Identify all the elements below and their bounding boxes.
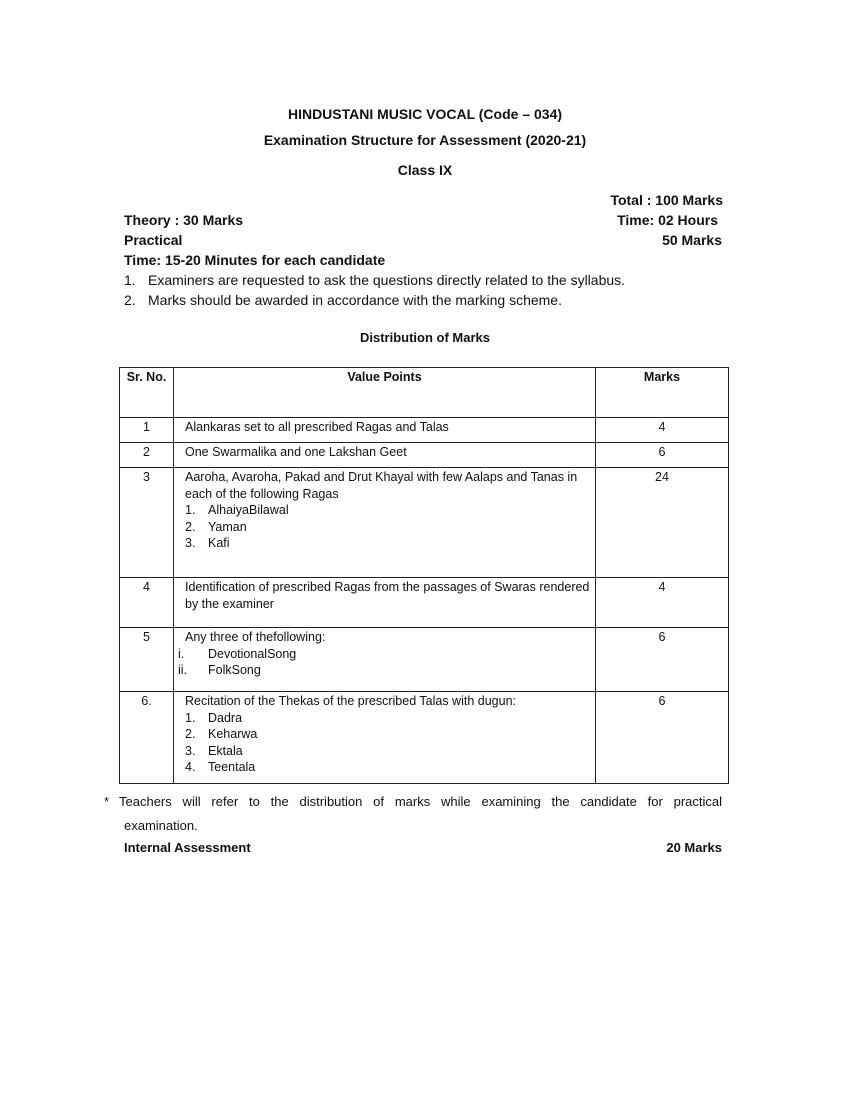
item-text: Dadra <box>208 710 243 725</box>
table-row <box>120 628 729 692</box>
row-sr: 2 <box>120 443 174 468</box>
footnote-line: Teachers will refer to the distribution of marks while examining the candidate for practical <box>119 794 722 809</box>
tala-item <box>185 710 591 727</box>
tala-item <box>185 726 591 743</box>
footnote-line: examination. <box>124 818 198 833</box>
item-number: 4. <box>185 760 196 774</box>
instruction-text: Marks should be awarded in accordance with the marking scheme. <box>148 292 562 308</box>
table-row <box>120 692 729 784</box>
row-value-point <box>174 692 596 784</box>
column-header-marks: Marks <box>596 368 729 418</box>
row-marks: 4 <box>596 578 729 628</box>
item-text: Yaman <box>208 519 247 534</box>
row-sr: 6. <box>120 692 174 784</box>
item-number: 3. <box>185 536 196 550</box>
practical-label: Practical <box>124 232 183 248</box>
total-row <box>124 192 722 212</box>
table-row <box>120 468 729 578</box>
item-number: 2. <box>185 727 196 741</box>
tala-item <box>185 759 591 776</box>
tala-item <box>185 743 591 760</box>
practical-time-row <box>124 252 722 272</box>
item-number: ii. <box>178 663 188 677</box>
raga-item <box>185 502 591 519</box>
table-row <box>120 443 729 468</box>
raga-item <box>185 535 591 552</box>
instruction-item <box>124 292 562 308</box>
marks-distribution-table <box>119 367 729 784</box>
row-marks: 6 <box>596 443 729 468</box>
column-header-sr: Sr. No. <box>120 368 174 418</box>
instruction-text: Examiners are requested to ask the questions directly related to the syllabus. <box>148 272 626 288</box>
internal-assessment-marks: 20 Marks <box>666 840 722 855</box>
row-sr: 4 <box>120 578 174 628</box>
table-row <box>120 578 729 628</box>
song-item <box>178 646 591 663</box>
instruction-number: 1. <box>124 272 136 288</box>
row-value-point: One Swarmalika and one Lakshan Geet <box>174 443 596 468</box>
item-text: AlhaiyaBilawal <box>208 503 289 517</box>
item-number: 3. <box>185 743 196 758</box>
class-label: Class IX <box>397 162 453 178</box>
row-marks: 24 <box>596 468 729 578</box>
distribution-heading: Distribution of Marks <box>359 330 490 345</box>
row-value-point <box>174 468 596 578</box>
table-row <box>120 418 729 443</box>
row-sr: 3 <box>120 468 174 578</box>
item-text: Kafi <box>208 536 230 550</box>
footnote <box>104 790 722 838</box>
song-item <box>178 662 591 679</box>
total-marks: Total : 100 Marks <box>610 192 723 208</box>
theory-row <box>124 212 722 232</box>
item-number: 1. <box>185 710 196 725</box>
item-text: DevotionalSong <box>208 646 297 661</box>
item-number: 2. <box>185 519 196 534</box>
item-text: FolkSong <box>208 663 261 677</box>
row-marks: 4 <box>596 418 729 443</box>
instruction-number: 2. <box>124 292 136 308</box>
theory-time: Time: 02 Hours <box>617 212 718 228</box>
item-text: Teentala <box>208 760 256 774</box>
row-value-point: Identification of prescribed Ragas from the passages of Swaras rendered by the examiner <box>174 578 596 628</box>
document-title: HINDUSTANI MUSIC VOCAL (Code – 034) <box>287 106 563 122</box>
instruction-item <box>124 272 625 288</box>
row-sr: 1 <box>120 418 174 443</box>
row-text: Any three of thefollowing: <box>185 630 326 644</box>
row-sr: 5 <box>120 628 174 692</box>
internal-assessment-row <box>124 840 722 860</box>
item-text: Ektala <box>208 743 243 758</box>
practical-time: Time: 15-20 Minutes for each candidate <box>124 252 386 268</box>
item-number: 1. <box>185 503 196 517</box>
table-header-row <box>120 368 729 418</box>
internal-assessment-label: Internal Assessment <box>124 840 251 855</box>
row-marks: 6 <box>596 628 729 692</box>
row-text: Aaroha, Avaroha, Pakad and Drut Khayal with few Aalaps and Tanas in each of the following Ragas <box>185 470 578 501</box>
raga-item <box>185 519 591 536</box>
item-text: Keharwa <box>208 727 258 741</box>
column-header-value-points: Value Points <box>174 368 596 418</box>
row-text: Recitation of the Thekas of the prescribed Talas with dugun: <box>185 694 516 708</box>
theory-marks: Theory : 30 Marks <box>124 212 244 228</box>
footnote-asterisk: * <box>104 794 110 809</box>
row-value-point <box>174 628 596 692</box>
document-subtitle: Examination Structure for Assessment (2020-21) <box>263 132 587 148</box>
row-marks: 6 <box>596 692 729 784</box>
row-value-point: Alankaras set to all prescribed Ragas and Talas <box>174 418 596 443</box>
item-number: i. <box>178 646 185 661</box>
practical-marks: 50 Marks <box>662 232 722 248</box>
practical-row <box>124 232 722 252</box>
